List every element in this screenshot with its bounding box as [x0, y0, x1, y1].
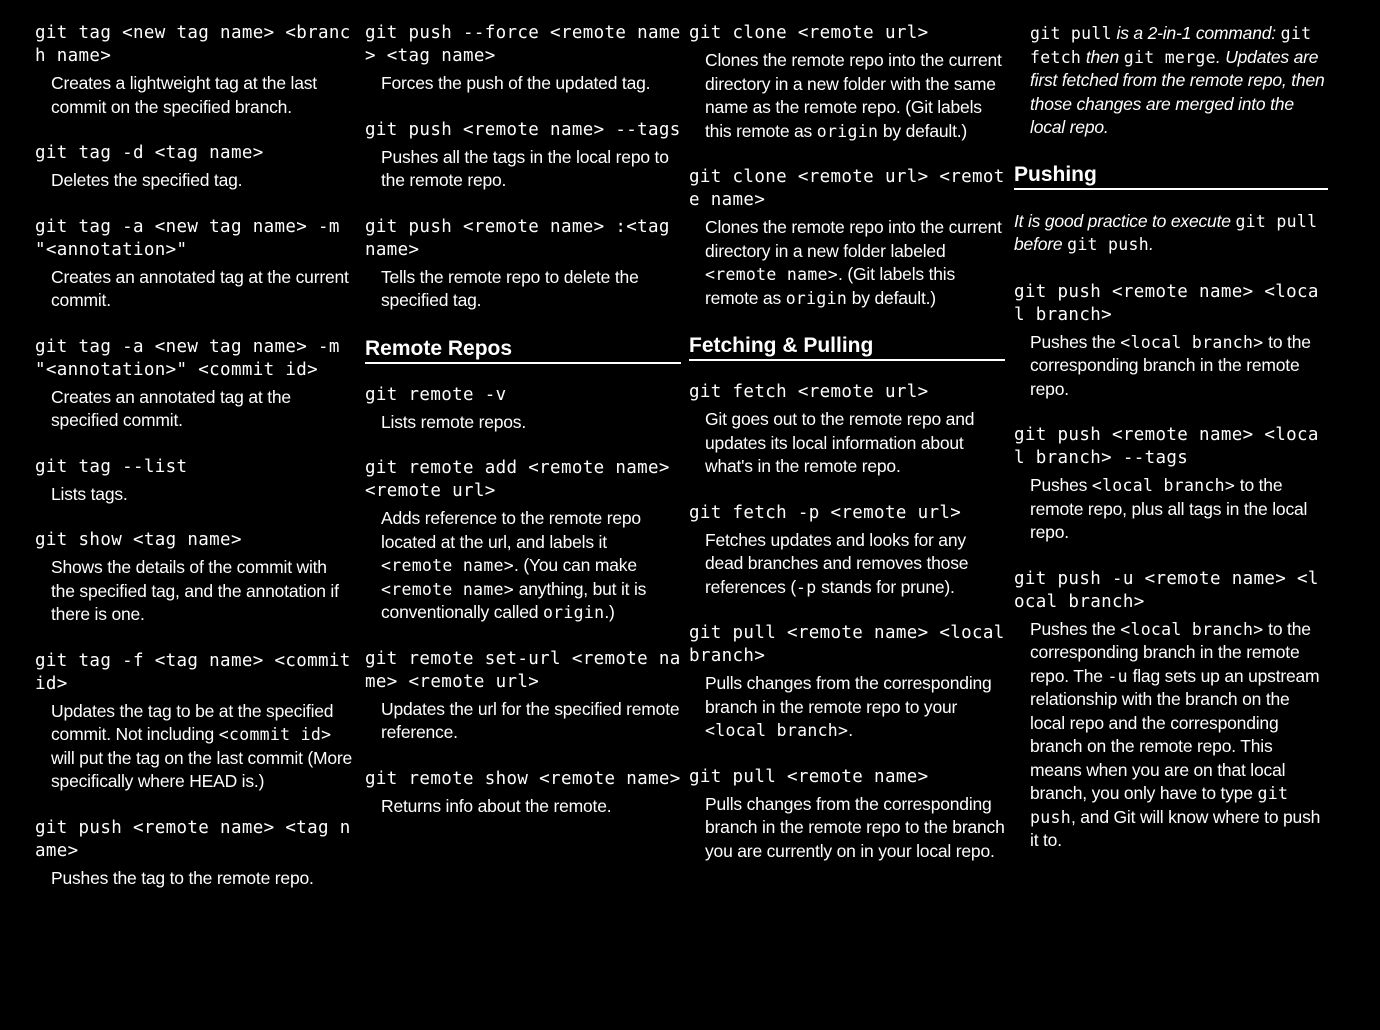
command-description: [381, 698, 681, 745]
command-syntax: git push -u <remote name> <local branch>: [1014, 568, 1319, 612]
text-run: to the corresponding branch in the remote repo.: [1030, 331, 1311, 399]
text-run: to the remote repo, plus all tags in the local repo.: [1030, 475, 1308, 542]
text-run: Lists remote repos.: [381, 411, 527, 432]
command-entry: [35, 650, 362, 794]
text-run: Clones the remote repo into the current directory in a new folder with the same name as the remote repo. (Git labels this remote as: [705, 50, 1002, 141]
command-entry: [365, 648, 681, 745]
command-description: [381, 72, 681, 96]
inline-code: <remote name>: [381, 579, 515, 599]
command-description: [705, 529, 1005, 600]
inline-code: <commit id>: [218, 725, 332, 744]
command-description: [51, 386, 353, 433]
command-entry: [35, 456, 353, 507]
command-entry: [689, 622, 1016, 743]
entry-list: [35, 22, 362, 890]
entry-list: [365, 22, 681, 313]
command-entry: [365, 384, 681, 435]
inline-code: -u: [1107, 666, 1128, 686]
text-run: Shows the details of the commit with the specified tag, and the annotation if there is one.: [51, 557, 339, 624]
text-run: Pushes the: [1030, 618, 1121, 639]
inline-code: <remote name>: [705, 265, 839, 284]
inline-code: origin: [785, 288, 848, 308]
command-syntax: git push <remote name> <tag name>: [35, 817, 351, 861]
command-entry: [365, 768, 681, 819]
text-run: before: [1014, 234, 1068, 254]
text-run: .: [848, 720, 853, 740]
command-syntax: git push <remote name> <local branch>: [1014, 281, 1319, 325]
command-entry: [689, 502, 1005, 600]
inline-code: -p: [795, 577, 817, 597]
entry-list: [365, 384, 681, 819]
command-description: [705, 49, 1005, 143]
text-run: by default.): [878, 120, 968, 141]
inline-code: <local branch>: [1120, 332, 1264, 352]
column-tags: [35, 22, 362, 913]
text-run: Updates the tag to be at the specified commit. Not including: [51, 700, 334, 744]
text-run: Adds reference to the remote repo located at the url, and labels it: [381, 508, 641, 552]
command-entry: [689, 22, 1005, 143]
inline-code: <remote name>: [381, 556, 515, 575]
inline-code: <local branch>: [1091, 476, 1236, 495]
section-heading-fetching-pulling: Fetching & Pulling: [689, 333, 1005, 361]
pushing-note: [1014, 210, 1328, 257]
text-run: will put the tag on the last commit (More specifically where HEAD is.): [51, 747, 353, 791]
command-syntax: git remote set-url <remote name> <remote url>: [365, 648, 681, 692]
text-run: Creates an annotated tag at the current commit.: [51, 266, 349, 310]
entry-list: [689, 22, 1005, 310]
command-syntax: git tag <new tag name> <branch name>: [35, 23, 351, 66]
text-run: Pulls changes from the corresponding branch in the remote repo to your: [705, 673, 992, 717]
command-entry: [689, 166, 1005, 310]
pull-intro-text: [1030, 22, 1328, 140]
text-run: anything, but it is conventionally called: [381, 578, 647, 622]
command-description: [51, 483, 353, 507]
column-remote: [365, 22, 681, 841]
text-run: . Updates are first fetched from the remote repo, then those changes are merged into the local repo.: [1030, 46, 1325, 137]
text-run: It is good practice to execute: [1014, 210, 1236, 231]
command-description: [381, 411, 681, 435]
command-description: [51, 556, 353, 627]
command-entry: [365, 457, 681, 625]
command-syntax: git remote -v: [365, 384, 507, 405]
command-entry: [35, 336, 353, 433]
text-run: Deletes the specified tag.: [51, 170, 243, 190]
column-pushing: [1014, 22, 1328, 876]
text-run: .: [1148, 234, 1154, 254]
command-syntax: git remote show <remote name>: [365, 768, 681, 789]
command-description: [1030, 331, 1328, 402]
command-description: [705, 216, 1005, 310]
text-run: . (Git labels this remote as: [705, 264, 956, 308]
text-run: is a 2-in-1 command:: [1111, 23, 1281, 43]
inline-code: git pull: [1235, 211, 1318, 231]
text-run: Updates the url for the specified remote reference.: [381, 698, 680, 742]
command-entry: [1014, 281, 1328, 402]
entry-list: [689, 381, 1016, 863]
command-syntax: git fetch <remote url>: [689, 382, 929, 402]
command-entry: [1014, 424, 1328, 545]
text-run: by default.): [847, 287, 936, 308]
command-syntax: git tag -f <tag name> <commit id>: [35, 650, 362, 694]
command-entry: [35, 142, 353, 193]
inline-code: git pull: [1030, 24, 1112, 43]
text-run: to the corresponding branch in the remote repo. The: [1030, 618, 1311, 686]
command-entry: [689, 766, 1005, 864]
text-run: Creates a lightweight tag at the last commit on the specified branch.: [51, 73, 317, 117]
inline-code: <local branch>: [1120, 619, 1264, 639]
command-entry: [365, 22, 681, 96]
text-run: Creates an annotated tag at the specified commit.: [51, 386, 291, 430]
command-entry: [35, 216, 353, 313]
command-description: [705, 408, 1005, 479]
command-entry: [35, 817, 353, 891]
command-description: [51, 169, 353, 193]
command-syntax: git clone <remote url>: [689, 23, 929, 43]
command-syntax: git remote add <remote name> <remote url>: [365, 458, 681, 501]
inline-code: git push: [1030, 784, 1289, 827]
command-syntax: git tag -a <new tag name> -m "<annotation>" <commit id>: [35, 336, 351, 380]
command-syntax: git tag --list: [35, 456, 188, 477]
command-syntax: git push --force <remote name> <tag name>: [365, 23, 681, 66]
command-entry: [35, 22, 353, 119]
command-description: [51, 72, 353, 119]
text-run: Lists tags.: [51, 483, 128, 504]
text-run: . (You can make: [514, 555, 637, 575]
command-description: [51, 266, 353, 313]
command-syntax: git pull <remote name> <local branch>: [689, 623, 1016, 666]
command-syntax: git show <tag name>: [35, 530, 242, 550]
command-description: [705, 793, 1005, 864]
command-description: [51, 700, 353, 794]
command-description: [1030, 618, 1328, 853]
inline-code: git push: [1067, 235, 1149, 254]
inline-code: <local branch>: [705, 721, 849, 740]
text-run: Returns info about the remote.: [381, 795, 612, 816]
command-syntax: git push <remote name> <local branch> --tags: [1014, 425, 1319, 468]
command-description: [705, 672, 1005, 743]
text-run: Pushes: [1030, 475, 1092, 495]
text-run: , and Git will know where to push it to.: [1030, 806, 1321, 850]
command-description: [381, 266, 681, 313]
command-description: [51, 867, 353, 891]
command-entry: [365, 119, 681, 193]
command-syntax: git tag -d <tag name>: [35, 143, 264, 163]
inline-code: git merge: [1123, 47, 1216, 67]
command-entry: [1014, 568, 1328, 853]
text-run: flag sets up an upstream relationship with the branch on the local repo and the corresponding branch on the remote repo. This means when you are on that local branch, you only have to type: [1030, 665, 1320, 803]
text-run: Forces the push of the updated tag.: [381, 73, 651, 93]
text-run: Pulls changes from the corresponding branch in the remote repo to the branch you are currently on in your local repo.: [705, 793, 1005, 861]
command-description: [381, 795, 681, 819]
text-run: Pushes the tag to the remote repo.: [51, 867, 314, 888]
section-heading-pushing: Pushing: [1014, 162, 1328, 190]
command-syntax: git clone <remote url> <remote name>: [689, 167, 1005, 210]
text-run: then: [1081, 46, 1124, 67]
command-entry: [35, 529, 353, 627]
text-run: stands for prune).: [816, 576, 955, 597]
command-description: [381, 146, 681, 193]
inline-code: git fetch: [1030, 24, 1312, 67]
command-syntax: git push <remote name> --tags: [365, 119, 681, 140]
command-entry: [689, 381, 1005, 479]
command-syntax: git push <remote name> :<tag name>: [365, 216, 681, 260]
text-run: Tells the remote repo to delete the specified tag.: [381, 266, 639, 310]
command-syntax: git fetch -p <remote url>: [689, 502, 962, 523]
text-run: .): [604, 602, 615, 622]
inline-code: origin: [542, 603, 605, 622]
command-syntax: git pull <remote name>: [689, 766, 929, 787]
text-run: Fetches updates and looks for any dead branches and removes those references (: [705, 529, 969, 597]
command-description: [1030, 474, 1328, 545]
inline-code: origin: [816, 121, 879, 141]
column-clone-fetch: [689, 22, 1016, 886]
command-entry: [365, 216, 681, 313]
text-run: Pushes all the tags in the local repo to the remote repo.: [381, 146, 669, 190]
text-run: Clones the remote repo into the current directory in a new folder labeled: [705, 217, 1002, 261]
text-run: Pushes the: [1030, 331, 1121, 352]
command-syntax: git tag -a <new tag name> -m "<annotation>": [35, 216, 351, 260]
text-run: Git goes out to the remote repo and updates its local information about what's in the remote repo.: [705, 409, 975, 476]
command-description: [381, 507, 681, 625]
section-heading-remote-repos: Remote Repos: [365, 336, 681, 364]
entry-list: [1014, 281, 1328, 853]
